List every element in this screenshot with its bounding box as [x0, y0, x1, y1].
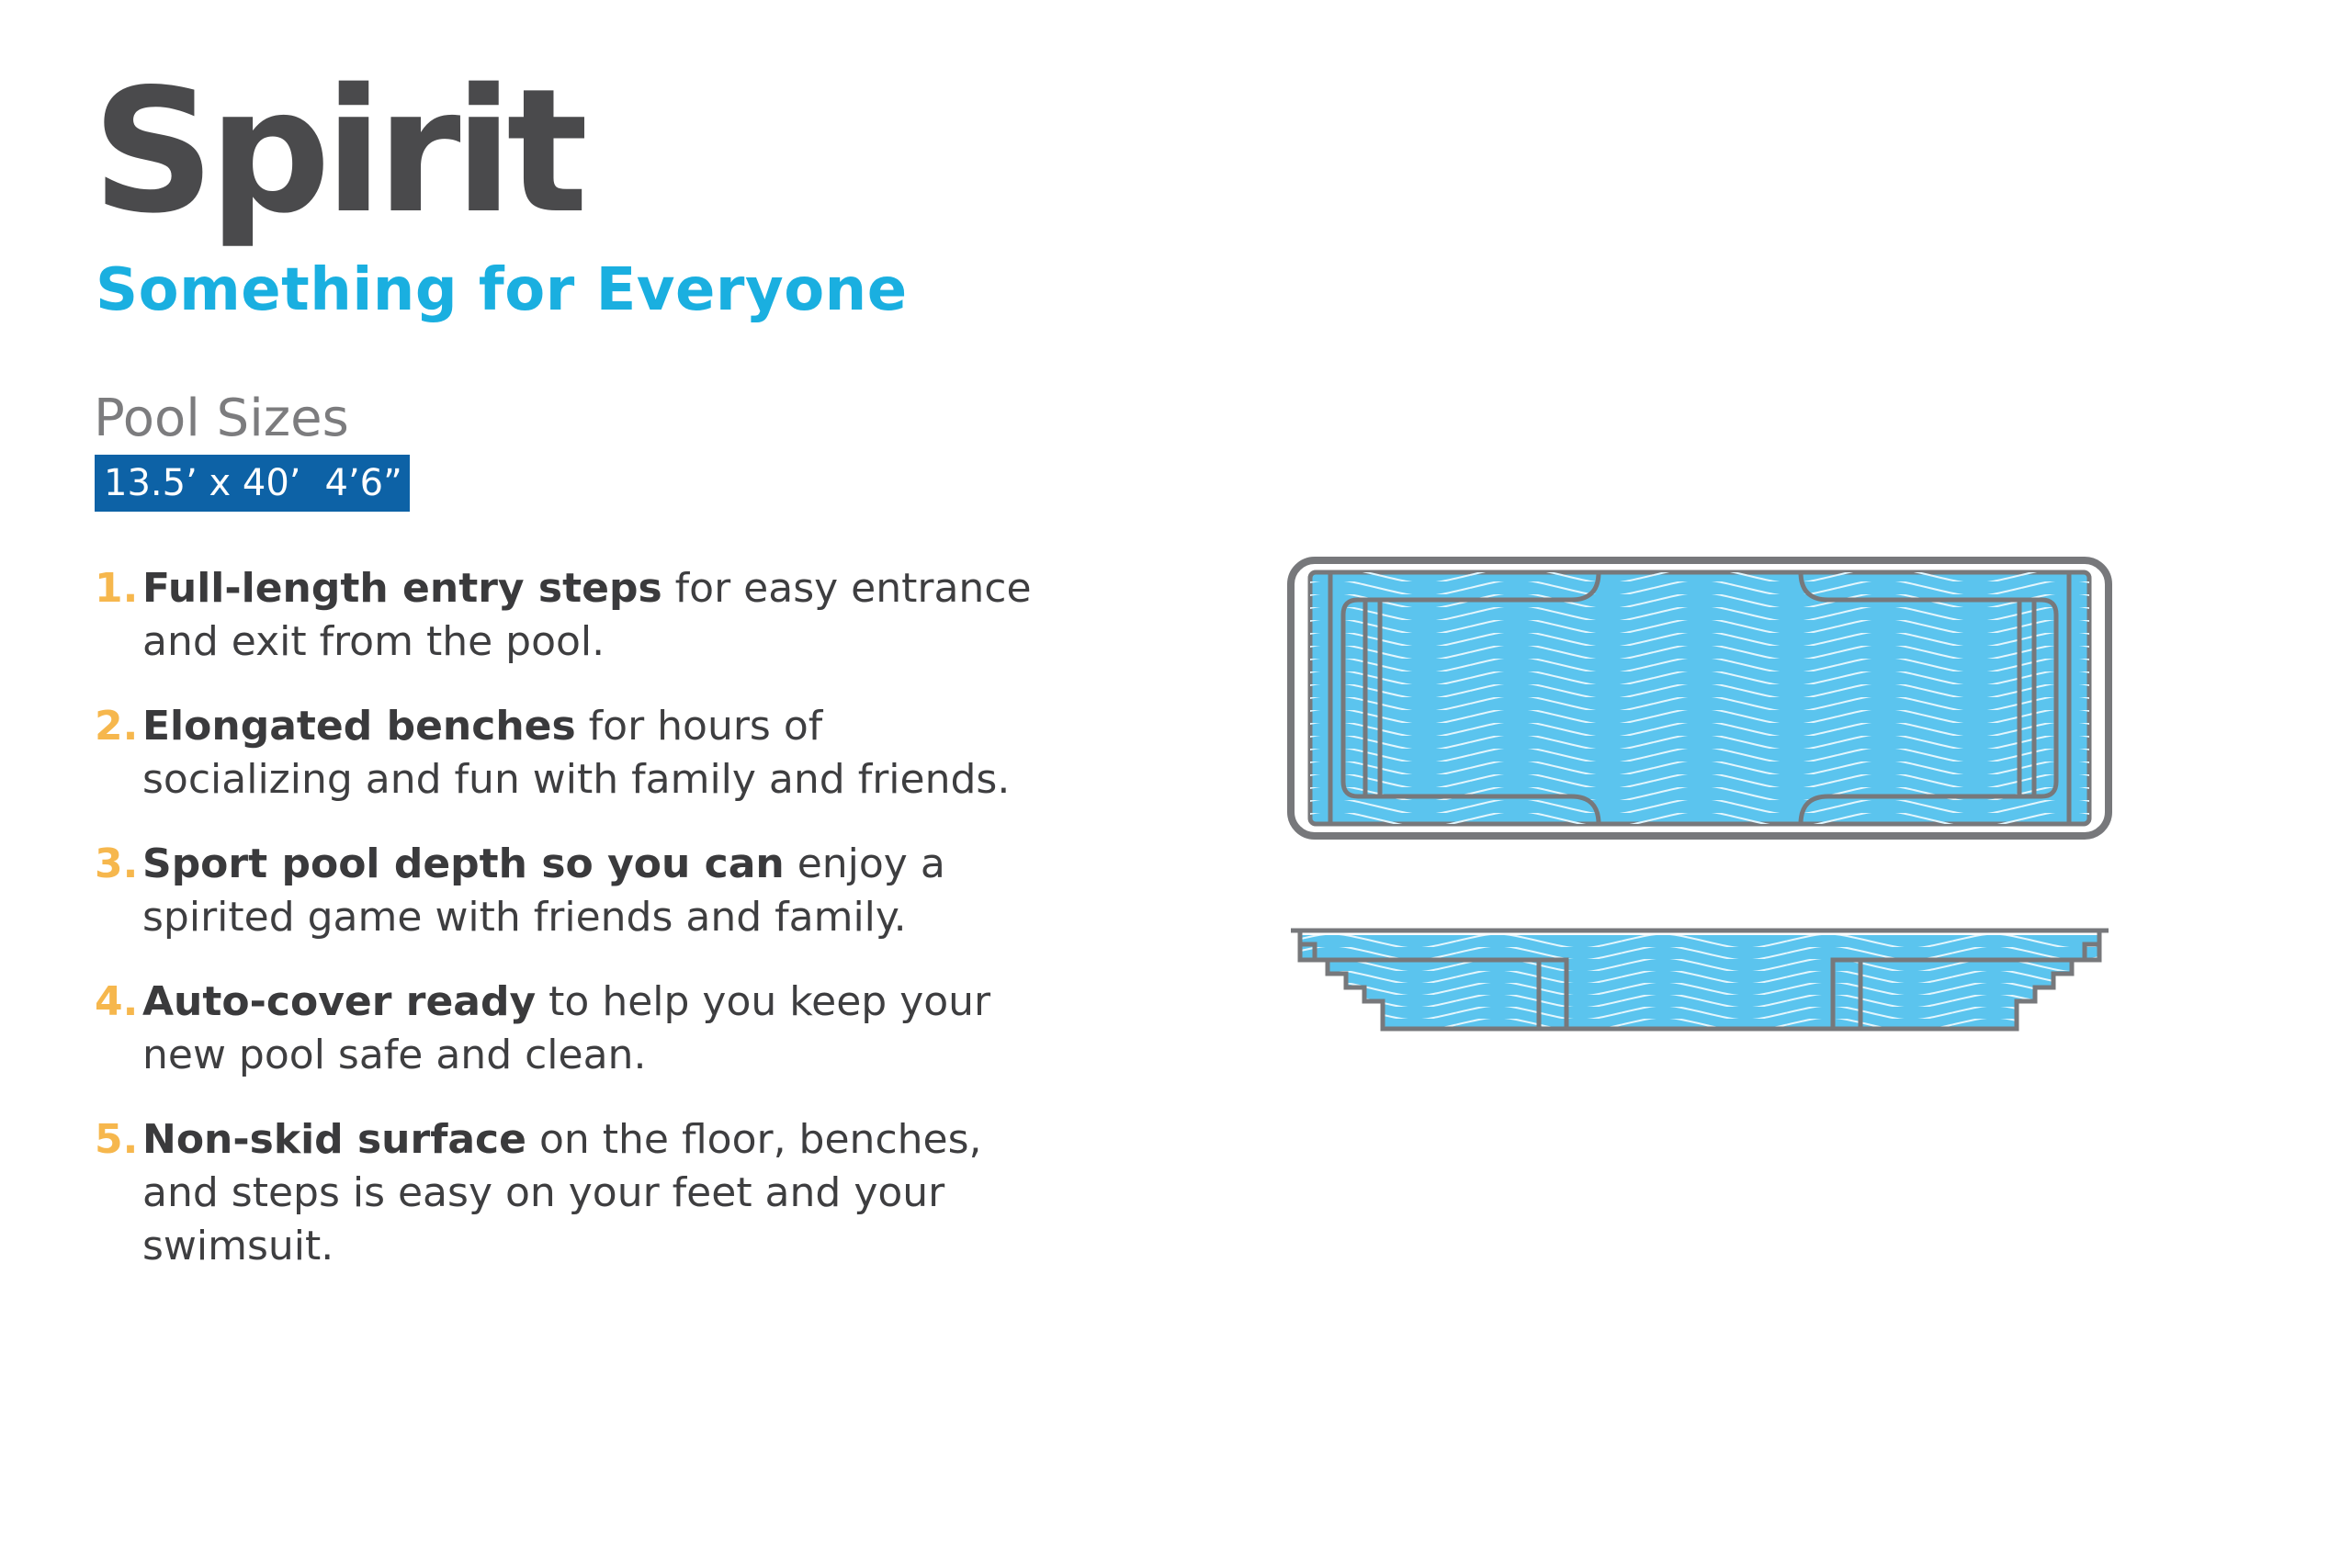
- feature-lead: Auto-cover ready: [142, 978, 537, 1025]
- feature-lead: Elongated benches: [142, 703, 576, 750]
- pool-size-by: x: [209, 462, 232, 504]
- feature-item: [95, 976, 1041, 1082]
- feature-number: 2.: [95, 703, 139, 750]
- pool-sizes-label: Pool Sizes: [94, 389, 349, 448]
- feature-lead: Non-skid surface: [142, 1116, 526, 1163]
- feature-number: 5.: [95, 1116, 139, 1163]
- pool-top-view-diagram: [1286, 556, 2113, 840]
- feature-number: 3.: [95, 840, 139, 887]
- pool-width: 13.5’: [104, 462, 198, 504]
- feature-text: enjoy a spirited game with friends and family.: [142, 840, 945, 941]
- feature-text: to help you keep your new pool safe and clean.: [142, 978, 991, 1078]
- pool-size-badge: [95, 455, 410, 512]
- feature-item: [95, 700, 1041, 807]
- feature-text: for hours of socializing and fun with family and friends.: [142, 703, 1011, 803]
- feature-text: for easy entrance and exit from the pool.: [142, 565, 1032, 665]
- page-subtitle: Something for Everyone: [96, 256, 908, 324]
- feature-lead: Full-length entry steps: [142, 565, 662, 612]
- feature-item: [95, 1113, 1041, 1273]
- page-title: Spirit: [92, 51, 582, 251]
- pool-depth: 4’6”: [324, 462, 402, 504]
- feature-item: [95, 838, 1041, 944]
- pool-side-view-diagram: [1291, 923, 2109, 1038]
- pool-length: 40’: [242, 462, 301, 504]
- feature-item: [95, 562, 1041, 669]
- feature-text: on the floor, benches, and steps is easy on your feet and your swimsuit.: [142, 1116, 982, 1269]
- feature-list: [95, 562, 1041, 1304]
- feature-number: 4.: [95, 978, 139, 1025]
- feature-lead: Sport pool depth so you can: [142, 840, 785, 887]
- feature-number: 1.: [95, 565, 139, 612]
